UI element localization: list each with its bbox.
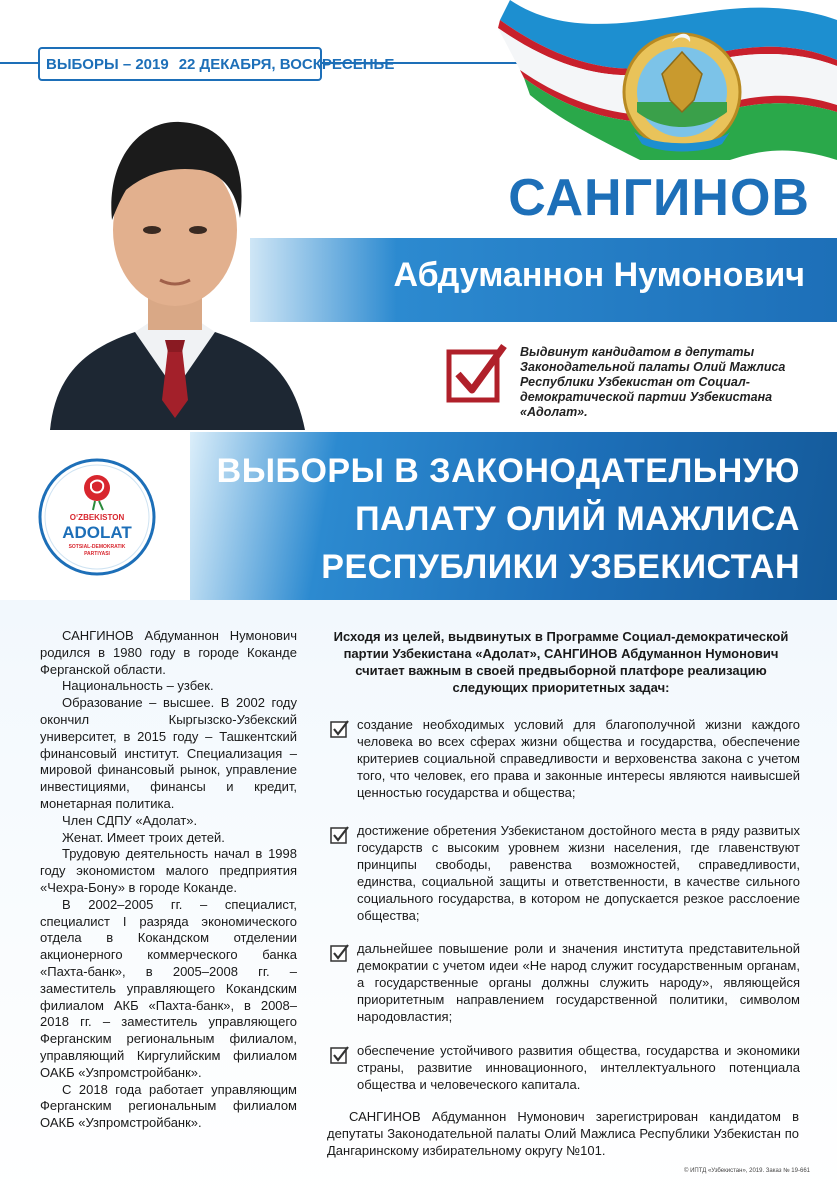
svg-text:SOTSIAL-DEMOKRATIK: SOTSIAL-DEMOKRATIK <box>68 544 126 550</box>
elections-label: ВЫБОРЫ – 2019 <box>46 55 169 73</box>
platform-task <box>330 822 800 924</box>
date-label: 22 ДЕКАБРЯ, ВОСКРЕСЕНЬЕ <box>178 55 395 73</box>
checkbox-icon <box>330 825 350 845</box>
svg-text:PARTIYASI: PARTIYASI <box>84 551 110 557</box>
biography-column <box>40 628 297 1132</box>
banner-line-3: РЕСПУБЛИКИ УЗБЕКИСТАН <box>321 548 800 586</box>
bio-paragraph: Член СДПУ «Адолат». <box>62 812 198 828</box>
bio-paragraph: Женат. Имеет троих детей. <box>62 829 225 845</box>
task-text: обеспечение устойчивого развития общества, государства и экономики страны, развитие инновационного, интеллектуального потенциала общества и человеческого капитала. <box>357 1043 800 1092</box>
bio-paragraph: С 2018 года работает управляющим Ферганским региональным филиалом ОАКБ «Узпромстройбанк». <box>40 1081 297 1131</box>
platform-task <box>330 716 800 801</box>
nomination-statement: Выдвинут кандидатом в депутаты Законодательной палаты Олий Мажлиса Республики Узбекистан от Социал-демократической партии Узбекистана «Адолат». <box>520 345 786 419</box>
candidate-surname: САНГИНОВ <box>508 169 810 227</box>
banner-line-2: ПАЛАТУ ОЛИЙ МАЖЛИСА <box>355 500 800 538</box>
banner-line-1: ВЫБОРЫ В ЗАКОНОДАТЕЛЬНУЮ <box>216 452 800 490</box>
election-date-header <box>38 47 395 81</box>
platform-task <box>330 940 800 1025</box>
bio-paragraph: САНГИНОВ Абдуманнон Нумонович родился в 1980 году в городе Коканде Ферганской области. <box>40 628 297 677</box>
checkbox-icon <box>330 943 350 963</box>
bio-paragraph: В 2002–2005 гг. – специалист, специалист I разряда экономического отдела в Кокандском отделении акционерного коммерческого банка «Пахта-банк», в 2005–2008 гг. – заместитель управляющего Кокандским филиалом АКБ «Пахта-банк», в 2008–2018 гг. – заместитель управляющего Ферганским региональным филиалом, управляющий Киргулийским филиалом ОАКБ «Узпромстройбанк». <box>40 896 297 1080</box>
bio-paragraph: Образование – высшее. В 2002 году окончил Кыргызско-Узбекский университет, в 2015 году – Ташкентский финансовый институт. Специализация – мировой финансовый рынок, управление инвестициями, финансы и кредит, монетарная политика. <box>40 695 297 811</box>
print-imprint: © ИПТД «Узбекистан», 2019. Заказ № 19-661 <box>684 1168 810 1174</box>
checkmark-box-icon <box>446 342 508 404</box>
bio-paragraph: Трудовую деятельность начал в 1998 году экономистом малого предприятия «Чехра-Бону» в городе Коканде. <box>40 846 297 895</box>
task-text: создание необходимых условий для благополучной жизни каждого человека во всех сферах жизни общества и государства, обеспечение критериев социальной справедливости и верховенства закона с учетом того, что человек, его права и законные интересы являются наивысшей ценностью государства и общества; <box>357 717 800 800</box>
registration-statement: САНГИНОВ Абдуманнон Нумонович зарегистрирован кандидатом в депутаты Законодательной палаты Олий Мажлиса Республики Узбекистан по Дангаринскому избирательному округу №101. <box>327 1109 799 1158</box>
platform-intro: Исходя из целей, выдвинутых в Программе Социал-демократической партии Узбекистана «Адолат», САНГИНОВ Абдуманнон Нумонович считает важным в своей предвыборной платфоре реализацию следующих приоритетных задач: <box>333 629 789 695</box>
checkbox-icon <box>330 1045 350 1065</box>
flag-emblem-graphic <box>490 0 837 180</box>
checkbox-icon <box>330 719 350 739</box>
candidate-given-names: Абдуманнон Нумонович <box>393 256 805 294</box>
bio-paragraph: Национальность – узбек. <box>62 678 214 694</box>
svg-text:O‘ZBEKISTON: O‘ZBEKISTON <box>69 513 125 522</box>
svg-text:ADOLAT: ADOLAT <box>62 523 132 542</box>
adolat-party-logo <box>38 458 156 576</box>
task-text: достижение обретения Узбекистаном достойного места в ряду развитых государств с высоким уровнем жизни населения, где главенствуют принципы свободы, равенства возможностей, справедливости, единства, социальной защиты и ответственности, в качестве сильного социального государства, в котором не допускается резкое расслоение общества; <box>357 823 800 923</box>
platform-task <box>330 1042 800 1093</box>
task-text: дальнейшее повышение роли и значения института представительной демократии с учетом идеи «Не народ служит государственным органам, а государственные органы должны служить народу», являющейся приоритетным направлением государственной политики, символом народовластия; <box>357 941 800 1024</box>
state-emblem <box>624 34 740 152</box>
